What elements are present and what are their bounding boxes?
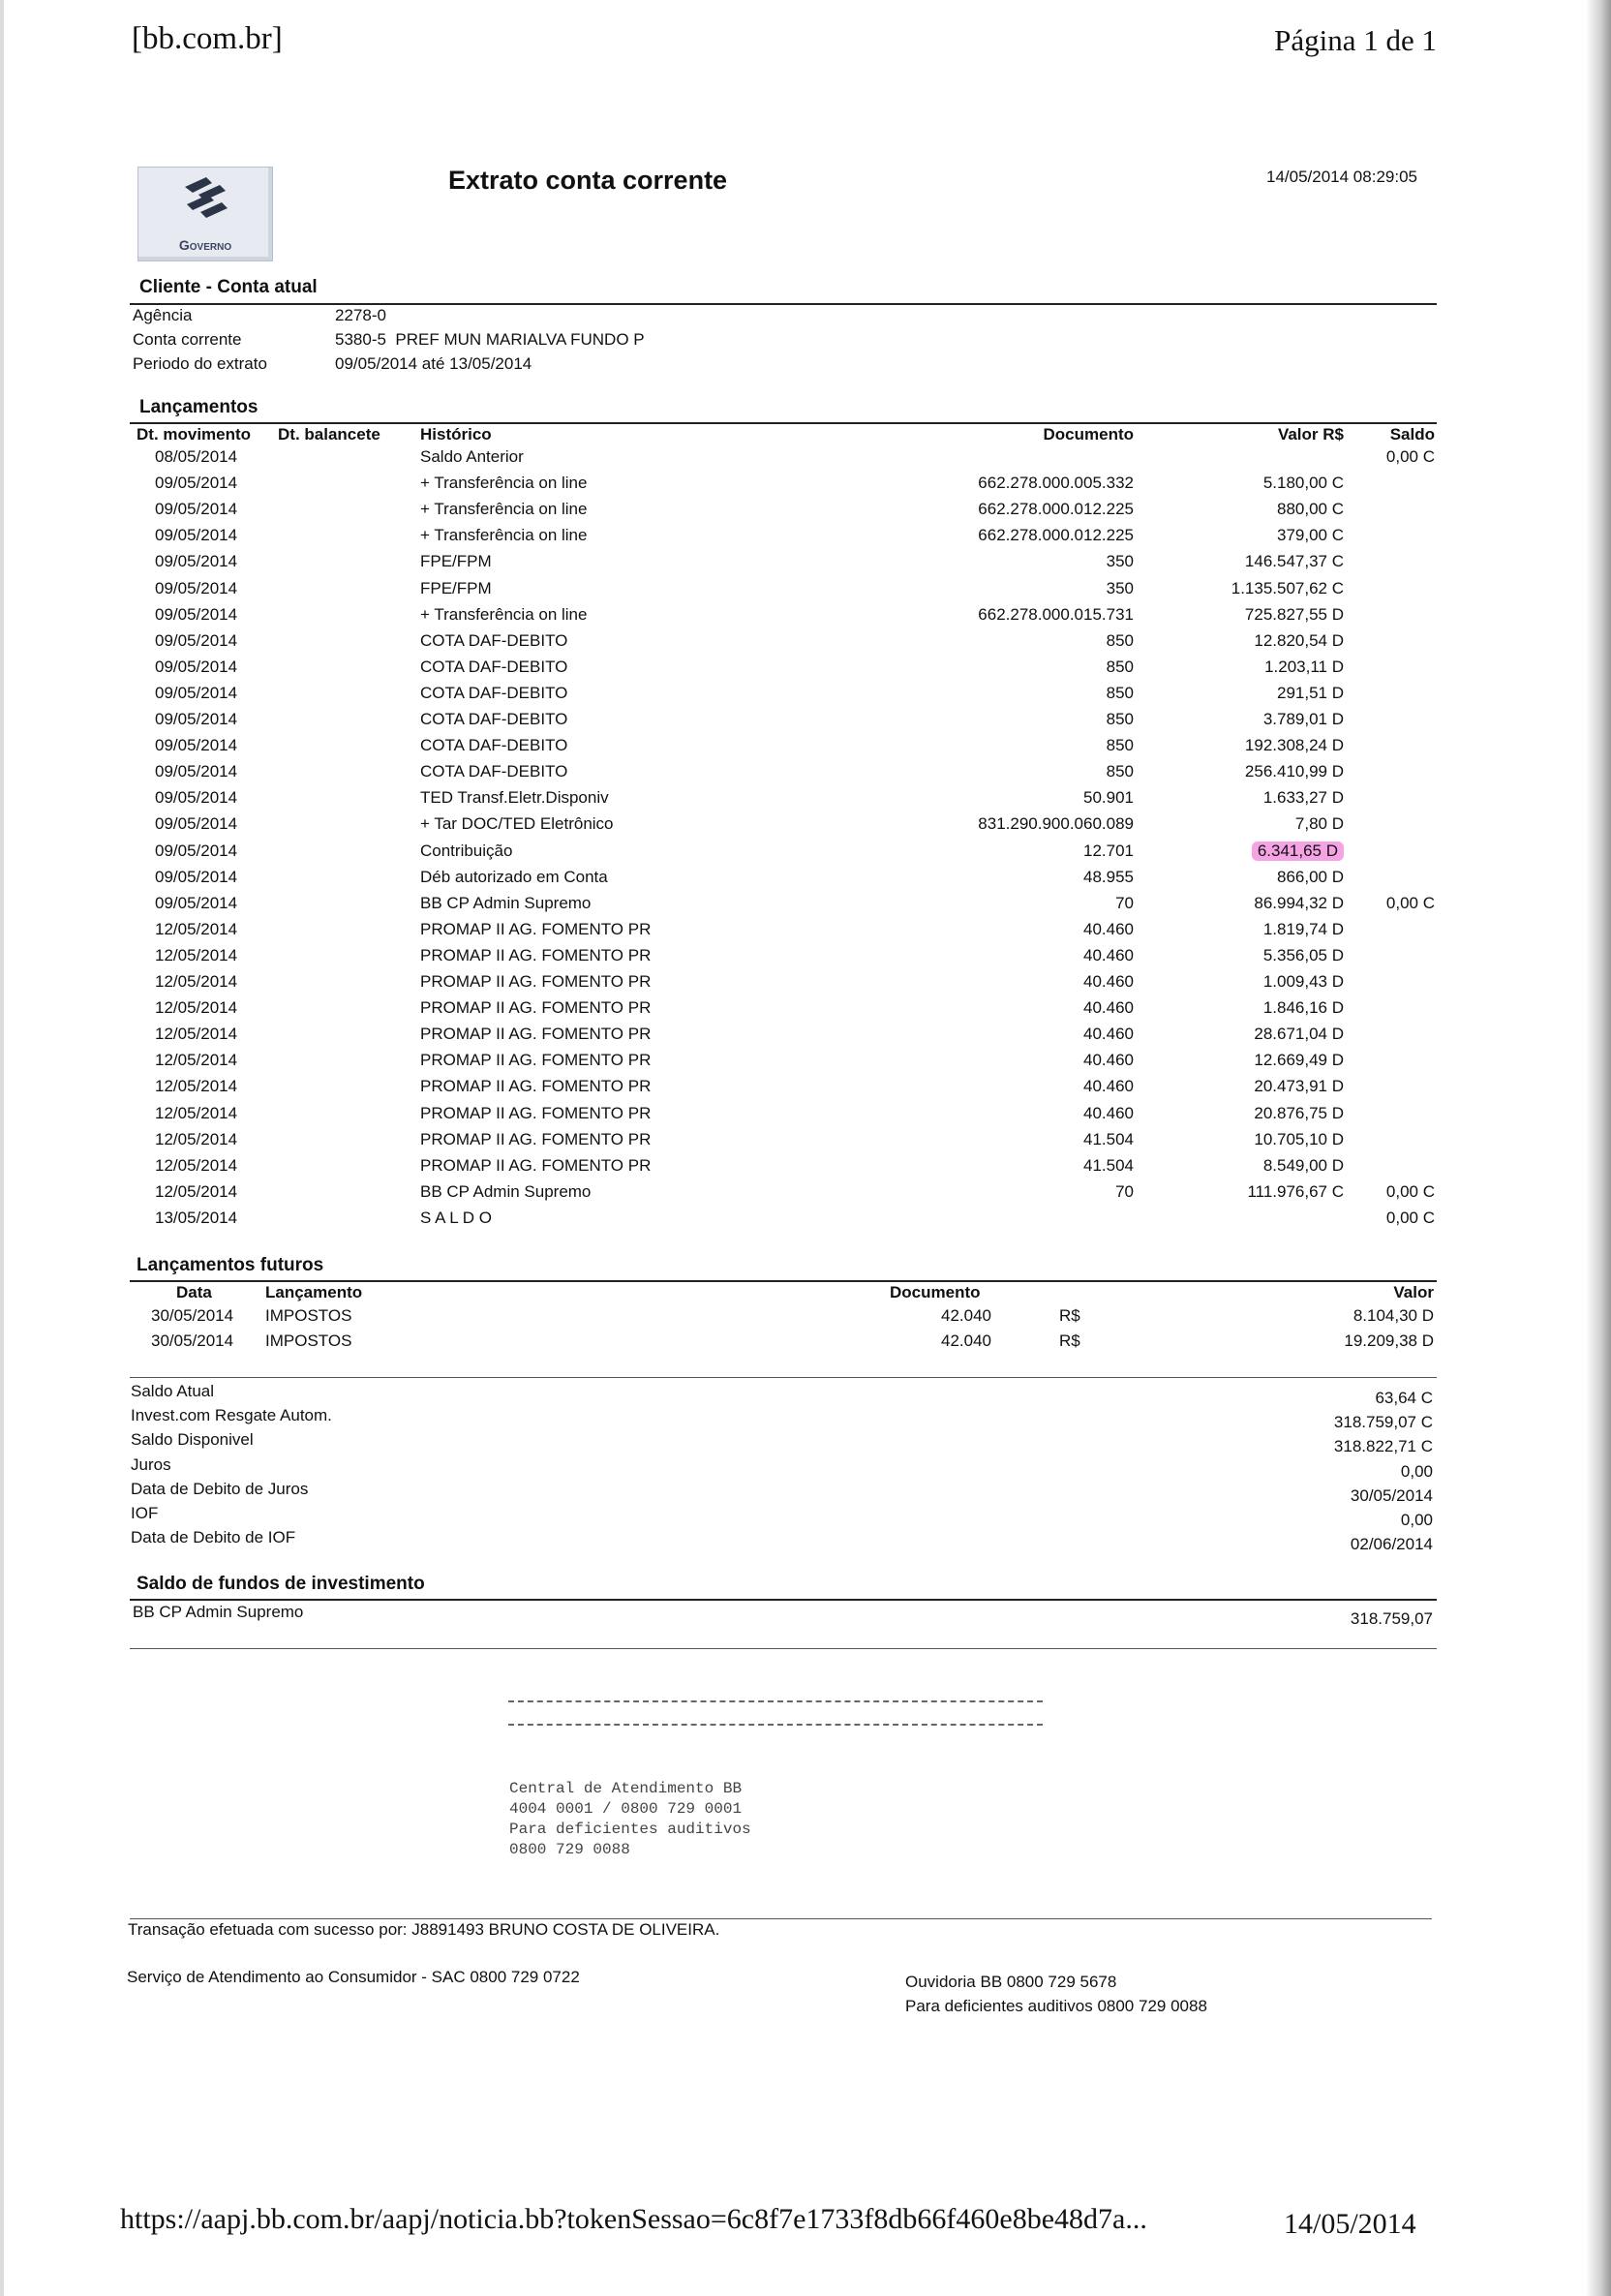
periodo-label: Periodo do extrato	[133, 354, 267, 373]
dashed-divider	[508, 1700, 1043, 1702]
cell-valor: 19.209,38 D	[1344, 1332, 1434, 1350]
table-row	[0, 894, 1611, 920]
cell-historico: PROMAP II AG. FOMENTO PR	[420, 1155, 652, 1175]
central-atendimento	[509, 1779, 751, 1860]
cell-moeda: R$	[1059, 1332, 1080, 1350]
cell-historico: COTA DAF-DEBITO	[420, 710, 568, 728]
cell-historico: TED Transf.Eletr.Disponiv	[420, 788, 609, 808]
cell-dt-movimento: 09/05/2014	[155, 893, 238, 912]
cell-valor: 880,00 C	[1277, 500, 1344, 519]
table-row	[0, 736, 1611, 762]
table-row	[0, 1156, 1611, 1182]
cell-saldo: 0,00 C	[1385, 893, 1435, 912]
col-lancamento: Lançamento	[265, 1283, 363, 1301]
divider	[130, 422, 1437, 424]
col-documento-futuros: Documento	[890, 1283, 981, 1301]
cell-valor: 8.104,30 D	[1353, 1306, 1434, 1325]
resumo-label: Invest.com Resgate Autom.	[131, 1406, 332, 1425]
cell-historico: COTA DAF-DEBITO	[420, 630, 568, 650]
divider	[130, 1280, 1437, 1282]
cell-historico: FPE/FPM	[420, 552, 492, 571]
cell-valor: 1.846,16 D	[1262, 998, 1344, 1018]
resumo-value: 30/05/2014	[1350, 1485, 1433, 1505]
cell-documento: 662.278.000.012.225	[978, 500, 1134, 519]
table-row	[0, 998, 1611, 1025]
fundo-value: 318.759,07	[1350, 1609, 1433, 1628]
resumo-label: Data de Debito de Juros	[131, 1479, 309, 1498]
cell-dt-movimento: 09/05/2014	[155, 683, 238, 702]
cell-lancamento: IMPOSTOS	[265, 1306, 352, 1325]
cell-dt-movimento: 12/05/2014	[155, 972, 238, 991]
cell-valor: 256.410,99 D	[1244, 762, 1344, 781]
cell-documento: 350	[1106, 552, 1134, 571]
cell-valor: 20.876,75 D	[1254, 1103, 1344, 1122]
cell-valor: 7,80 D	[1294, 814, 1344, 834]
col-valor: Valor R$	[1277, 425, 1344, 444]
cell-documento: 40.460	[1083, 972, 1134, 991]
cell-historico: PROMAP II AG. FOMENTO PR	[420, 1103, 652, 1122]
cell-documento: 850	[1106, 710, 1134, 728]
cell-documento: 50.901	[1083, 788, 1134, 808]
ouvidoria-text: Ouvidoria BB 0800 729 5678	[905, 1973, 1117, 1991]
page-number: Página 1 de 1	[1274, 23, 1437, 57]
cell-dt-movimento: 12/05/2014	[155, 919, 238, 938]
resumo-label: Saldo Disponivel	[131, 1430, 254, 1450]
table-row	[0, 788, 1611, 814]
cell-dt-movimento: 12/05/2014	[155, 1025, 238, 1044]
cell-dt-movimento: 09/05/2014	[155, 788, 238, 808]
cell-documento: 41.504	[1083, 1129, 1134, 1148]
periodo-value: 09/05/2014 até 13/05/2014	[335, 354, 532, 373]
cell-documento: 850	[1106, 630, 1134, 650]
cell-dt-movimento: 12/05/2014	[155, 1051, 238, 1070]
cell-historico: PROMAP II AG. FOMENTO PR	[420, 945, 652, 964]
cell-dt-movimento: 08/05/2014	[155, 447, 238, 466]
cell-dt-movimento: 13/05/2014	[155, 1208, 238, 1227]
table-row	[0, 814, 1611, 841]
cell-historico: BB CP Admin Supremo	[420, 893, 592, 912]
cell-documento: 850	[1106, 683, 1134, 702]
cell-dt-movimento: 12/05/2014	[155, 945, 238, 964]
col-data: Data	[176, 1283, 212, 1301]
cell-valor: 291,51 D	[1277, 683, 1344, 702]
sac-text: Serviço de Atendimento ao Consumidor - SAC 0800 729 0722	[127, 1968, 580, 1986]
cell-documento: 12.701	[1083, 841, 1134, 860]
table-row	[0, 1130, 1611, 1156]
fundos-section-title: Saldo de fundos de investimento	[137, 1574, 425, 1594]
cell-historico: + Transferência on line	[420, 526, 588, 545]
table-row	[0, 1209, 1611, 1235]
cell-historico: COTA DAF-DEBITO	[420, 657, 568, 676]
cell-historico: Contribuição	[420, 841, 513, 860]
col-valor-futuros: Valor	[1393, 1283, 1434, 1301]
cell-saldo: 0,00 C	[1385, 1181, 1435, 1201]
cell-valor: 1.633,27 D	[1262, 788, 1344, 808]
cell-valor: 20.473,91 D	[1254, 1077, 1344, 1096]
cell-historico: S A L D O	[420, 1208, 493, 1227]
cell-valor: 192.308,24 D	[1244, 736, 1344, 755]
cell-historico: FPE/FPM	[420, 578, 492, 597]
cell-documento: 40.460	[1083, 919, 1134, 938]
cell-dt-movimento: 09/05/2014	[155, 500, 238, 519]
cell-historico: + Transferência on line	[420, 604, 588, 624]
table-row	[0, 526, 1611, 552]
table-row	[0, 920, 1611, 946]
cell-historico: BB CP Admin Supremo	[420, 1181, 592, 1201]
cell-dt-movimento: 12/05/2014	[155, 1129, 238, 1148]
page-title: Extrato conta corrente	[448, 166, 728, 195]
table-row	[0, 972, 1611, 998]
divider	[130, 1648, 1437, 1649]
cell-documento: 662.278.000.005.332	[978, 474, 1134, 493]
table-row	[0, 631, 1611, 658]
agencia-value: 2278-0	[335, 306, 386, 324]
resumo-value: 0,00	[1400, 1461, 1433, 1481]
cell-valor: 146.547,37 C	[1244, 552, 1344, 571]
cell-valor: 5.180,00 C	[1262, 474, 1344, 493]
lancamentos-section-title: Lançamentos	[139, 397, 258, 417]
central-line-1: Central de Atendimento BB	[509, 1780, 743, 1797]
cell-documento: 40.460	[1083, 1103, 1134, 1122]
cell-documento: 662.278.000.012.225	[978, 526, 1134, 545]
cell-data: 30/05/2014	[151, 1332, 234, 1350]
cell-valor: 28.671,04 D	[1254, 1025, 1344, 1044]
table-row	[0, 1104, 1611, 1130]
cell-documento: 40.460	[1083, 1025, 1134, 1044]
fundo-name: BB CP Admin Supremo	[133, 1603, 304, 1621]
divider	[130, 303, 1437, 305]
cell-documento: 40.460	[1083, 998, 1134, 1018]
cell-valor: 86.994,32 D	[1254, 893, 1344, 912]
cell-dt-movimento: 09/05/2014	[155, 474, 238, 493]
resumo-value: 318.822,71 C	[1333, 1437, 1433, 1456]
cell-historico: Déb autorizado em Conta	[420, 867, 608, 886]
cell-dt-movimento: 09/05/2014	[155, 841, 238, 860]
cell-dt-movimento: 09/05/2014	[155, 710, 238, 728]
logo-label: Governo	[178, 237, 232, 253]
site-label: [bb.com.br]	[132, 21, 283, 56]
col-documento: Documento	[1043, 425, 1134, 444]
table-row	[0, 474, 1611, 500]
conta-value: 5380-5 PREF MUN MARIALVA FUNDO P	[335, 330, 645, 349]
cell-documento: 40.460	[1083, 1051, 1134, 1070]
cell-historico: + Transferência on line	[420, 474, 588, 493]
cell-documento: 70	[1115, 893, 1134, 912]
divider	[130, 1599, 1437, 1601]
cell-dt-movimento: 09/05/2014	[155, 657, 238, 676]
cell-valor: 12.669,49 D	[1254, 1051, 1344, 1070]
cell-valor: 8.549,00 D	[1262, 1155, 1344, 1175]
table-row	[0, 579, 1611, 605]
resumo-value: 02/06/2014	[1350, 1535, 1433, 1554]
cell-historico: + Tar DOC/TED Eletrônico	[420, 814, 614, 834]
divider	[130, 1377, 1437, 1378]
table-row	[0, 1051, 1611, 1077]
cell-dt-movimento: 09/05/2014	[155, 867, 238, 886]
cell-documento: 350	[1106, 578, 1134, 597]
cell-documento: 40.460	[1083, 945, 1134, 964]
table-row	[0, 762, 1611, 788]
futuros-header-row	[0, 1283, 1611, 1309]
resumo-label: Juros	[131, 1454, 171, 1474]
cell-dt-movimento: 12/05/2014	[155, 1181, 238, 1201]
bb-logo	[137, 167, 273, 261]
table-row	[0, 1332, 1611, 1358]
dashed-divider	[508, 1724, 1043, 1726]
cell-dt-movimento: 09/05/2014	[155, 814, 238, 834]
resumo-label: Data de Debito de IOF	[131, 1528, 296, 1547]
cliente-section-title: Cliente - Conta atual	[139, 277, 318, 297]
table-row	[0, 868, 1611, 894]
cell-valor: 1.009,43 D	[1262, 972, 1344, 991]
cell-valor: 3.789,01 D	[1262, 710, 1344, 728]
table-row	[0, 1077, 1611, 1103]
cell-dt-movimento: 12/05/2014	[155, 1155, 238, 1175]
cell-historico: PROMAP II AG. FOMENTO PR	[420, 998, 652, 1018]
cell-historico: PROMAP II AG. FOMENTO PR	[420, 1077, 652, 1096]
table-row	[0, 946, 1611, 972]
cell-valor: 12.820,54 D	[1254, 630, 1344, 650]
cell-lancamento: IMPOSTOS	[265, 1332, 352, 1350]
cell-documento: 41.504	[1083, 1155, 1134, 1175]
cell-data: 30/05/2014	[151, 1306, 234, 1325]
cell-documento: 40.460	[1083, 1077, 1134, 1096]
col-saldo: Saldo	[1389, 425, 1435, 444]
cell-documento: 850	[1106, 657, 1134, 676]
central-line-4: 0800 729 0088	[509, 1841, 630, 1858]
footer-date: 14/05/2014	[1284, 2208, 1416, 2240]
table-row	[0, 842, 1611, 868]
table-row	[0, 684, 1611, 710]
cell-saldo: 0,00 C	[1385, 1208, 1435, 1227]
table-row	[0, 1025, 1611, 1051]
cell-documento: 70	[1115, 1181, 1134, 1201]
cell-historico: PROMAP II AG. FOMENTO PR	[420, 1051, 652, 1070]
table-row	[0, 605, 1611, 631]
cell-historico: Saldo Anterior	[420, 447, 524, 466]
cell-valor: 1.203,11 D	[1264, 657, 1344, 676]
cell-historico: PROMAP II AG. FOMENTO PR	[420, 972, 652, 991]
cell-documento: 850	[1106, 736, 1134, 755]
cell-dt-movimento: 09/05/2014	[155, 736, 238, 755]
issue-datetime: 14/05/2014 08:29:05	[1266, 168, 1417, 186]
cell-historico: + Transferência on line	[420, 500, 588, 519]
cell-valor: 379,00 C	[1277, 526, 1344, 545]
agencia-label: Agência	[133, 306, 193, 324]
table-row	[0, 1306, 1611, 1332]
cell-dt-movimento: 12/05/2014	[155, 998, 238, 1018]
resumo-value: 318.759,07 C	[1333, 1413, 1433, 1432]
cell-valor: 866,00 D	[1277, 867, 1344, 886]
cell-historico: PROMAP II AG. FOMENTO PR	[420, 1025, 652, 1044]
footer-url[interactable]: https://aapj.bb.com.br/aapj/noticia.bb?tokenSessao=6c8f7e1733f8db66f460e8be48d7a...	[120, 2203, 1147, 2235]
cell-historico: COTA DAF-DEBITO	[420, 736, 568, 755]
cell-dt-movimento: 09/05/2014	[155, 604, 238, 624]
cell-dt-movimento: 09/05/2014	[155, 526, 238, 545]
cell-valor: 1.135.507,62 C	[1231, 578, 1344, 597]
cell-dt-movimento: 09/05/2014	[155, 578, 238, 597]
cell-valor: 111.976,67 C	[1247, 1181, 1344, 1201]
resumo-value: 0,00	[1400, 1511, 1433, 1529]
deficientes-text: Para deficientes auditivos 0800 729 0088	[905, 1997, 1207, 2015]
divider	[130, 1918, 1432, 1919]
col-dt-movimento: Dt. movimento	[137, 425, 252, 444]
table-row	[0, 447, 1611, 474]
cell-dt-movimento: 09/05/2014	[155, 762, 238, 781]
cell-documento: 662.278.000.015.731	[978, 604, 1134, 624]
cell-valor: 10.705,10 D	[1254, 1129, 1344, 1148]
table-row	[0, 710, 1611, 736]
cell-dt-movimento: 09/05/2014	[155, 630, 238, 650]
cell-documento: 48.955	[1083, 867, 1134, 886]
cell-documento: 831.290.900.060.089	[978, 814, 1134, 834]
cell-historico: PROMAP II AG. FOMENTO PR	[420, 919, 652, 938]
central-line-3: Para deficientes auditivos	[509, 1821, 751, 1838]
cell-documento: 42.040	[941, 1332, 991, 1350]
table-row	[0, 658, 1611, 684]
cell-historico: COTA DAF-DEBITO	[420, 683, 568, 702]
cell-valor: 1.819,74 D	[1262, 919, 1344, 938]
cell-documento: 42.040	[941, 1306, 991, 1325]
col-historico: Histórico	[420, 425, 492, 444]
table-row	[0, 552, 1611, 578]
table-row	[0, 1182, 1611, 1209]
cell-moeda: R$	[1059, 1306, 1080, 1325]
bb-logo-icon	[177, 173, 233, 222]
resumo-label: IOF	[131, 1504, 159, 1522]
table-row	[0, 500, 1611, 526]
cell-documento: 850	[1106, 762, 1134, 781]
resumo-label: Saldo Atual	[131, 1382, 215, 1400]
cell-valor: 5.356,05 D	[1262, 945, 1344, 964]
cell-historico: PROMAP II AG. FOMENTO PR	[420, 1129, 652, 1148]
transacao-text: Transação efetuada com sucesso por: J8891493 BRUNO COSTA DE OLIVEIRA.	[128, 1920, 720, 1939]
cell-valor: 725.827,55 D	[1244, 604, 1344, 624]
cell-dt-movimento: 12/05/2014	[155, 1103, 238, 1122]
futuros-section-title: Lançamentos futuros	[137, 1255, 324, 1275]
cell-valor: 6.341,65 D	[1252, 842, 1344, 861]
conta-label: Conta corrente	[133, 330, 242, 349]
cell-historico: COTA DAF-DEBITO	[420, 762, 568, 781]
central-line-2: 4004 0001 / 0800 729 0001	[509, 1800, 743, 1818]
cell-dt-movimento: 09/05/2014	[155, 552, 238, 571]
cell-saldo: 0,00 C	[1385, 447, 1435, 466]
cell-dt-movimento: 12/05/2014	[155, 1077, 238, 1096]
col-dt-balancete: Dt. balancete	[278, 425, 380, 444]
resumo-value: 63,64 C	[1375, 1389, 1433, 1407]
